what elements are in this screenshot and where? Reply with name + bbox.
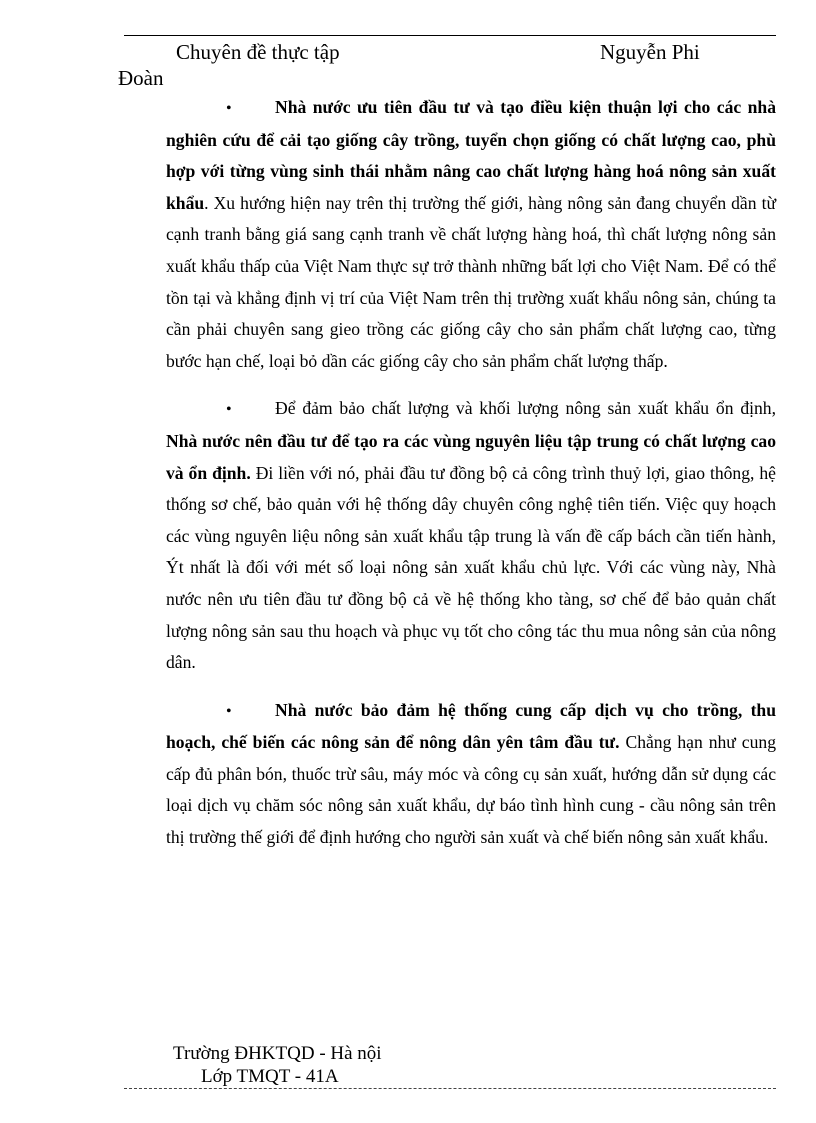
paragraph-2-lead: Để đảm bảo chất lượng và khối lượng nông sản xuất khẩu ổn định,	[275, 398, 776, 419]
footer-class: Lớp TMQT - 41A	[201, 1066, 339, 1087]
header-left-title: Chuyên đề thực tập	[176, 40, 340, 64]
paragraph-3	[166, 695, 776, 854]
header-author-name: Nguyễn Phi	[600, 40, 700, 64]
paragraph-2-bold: Nhà nước nên đầu tư để tạo ra các vùng nguyên liệu tập trung có chất lượng cao và ổn định.	[166, 430, 776, 483]
bullet-3: •	[226, 702, 232, 720]
paragraph-2-text: Đi liền với nó, phải đầu tư đồng bộ cả công trình thuỷ lợi, giao thông, hệ thống sơ chế, bảo quản với hệ thống dây chuyên công nghệ tiên tiến. Việc quy hoạch các vùng nguyên liệu nông sản xuất khẩu tập trung là vấn đề cấp bách cần tiến hành, Ýt nhất là đối với mét số loại nông sản xuất khẩu chủ lực. Với các vùng này, Nhà nước nên ưu tiên đầu tư đồng bộ cả về hệ thống kho tàng, sơ chế để bảo quản chất lượng nông sản sau thu hoạch và phục vụ tốt cho công tác thu mua nông sản của nông dân.	[166, 462, 776, 673]
paragraph-1	[166, 92, 776, 377]
paragraph-3-bold: Nhà nước bảo đảm hệ thống cung cấp dịch vụ cho trồng, thu hoạch, chế biến các nông sản để nông dân yên tâm đầu tư.	[166, 699, 776, 753]
footer-rule	[124, 1088, 776, 1089]
bullet-1: •	[226, 100, 232, 117]
paragraph-1-text: . Xu hướng hiện nay trên thị trường thế giới, hàng nông sản đang chuyển dần từ cạnh tranh bằng giá sang cạnh tranh về chất lượng hàng hoá, thì chất lượng nông sản xuất khẩu thấp của Việt Nam thực sự trở thành những bất lợi cho Việt Nam. Để có thể tồn tại và khẳng định vị trí của Việt Nam trên thị trường xuất khẩu nông sản, chúng ta cần phải chuyên sang gieo trồng các giống cây cho sản phẩm chất lượng cao, từng bước hạn chế, loại bỏ dần các giống cây cho sản phẩm chất lượng thấp.	[166, 192, 776, 371]
document-body	[166, 92, 776, 870]
bullet-2: •	[226, 401, 232, 419]
paragraph-2	[166, 393, 776, 678]
header-author-surname: Đoàn	[118, 66, 164, 90]
paragraph-1-bold: Nhà nước ưu tiên đầu tư và tạo điều kiện thuận lợi cho các nhà nghiên cứu để cải tạo giống cây trồng, tuyển chọn giống có chất lượng cao, phù hợp với từng vùng sinh thái nhằm nâng cao chất lượng hàng hoá nông sản xuất khẩu	[166, 97, 776, 213]
footer-school: Trường ĐHKTQD - Hà nội	[173, 1043, 382, 1064]
header-rule	[124, 35, 776, 36]
paragraph-3-text: Chẳng hạn như cung cấp đủ phân bón, thuốc trừ sâu, máy móc và công cụ sản xuất, hướng dẫn sử dụng các loại dịch vụ chăm sóc nông sản xuất khẩu, dự báo tình hình cung - cầu nông sản trên thị trường thế giới để định hướng cho người sản xuất và chế biến nông sản xuất khẩu.	[166, 732, 776, 848]
